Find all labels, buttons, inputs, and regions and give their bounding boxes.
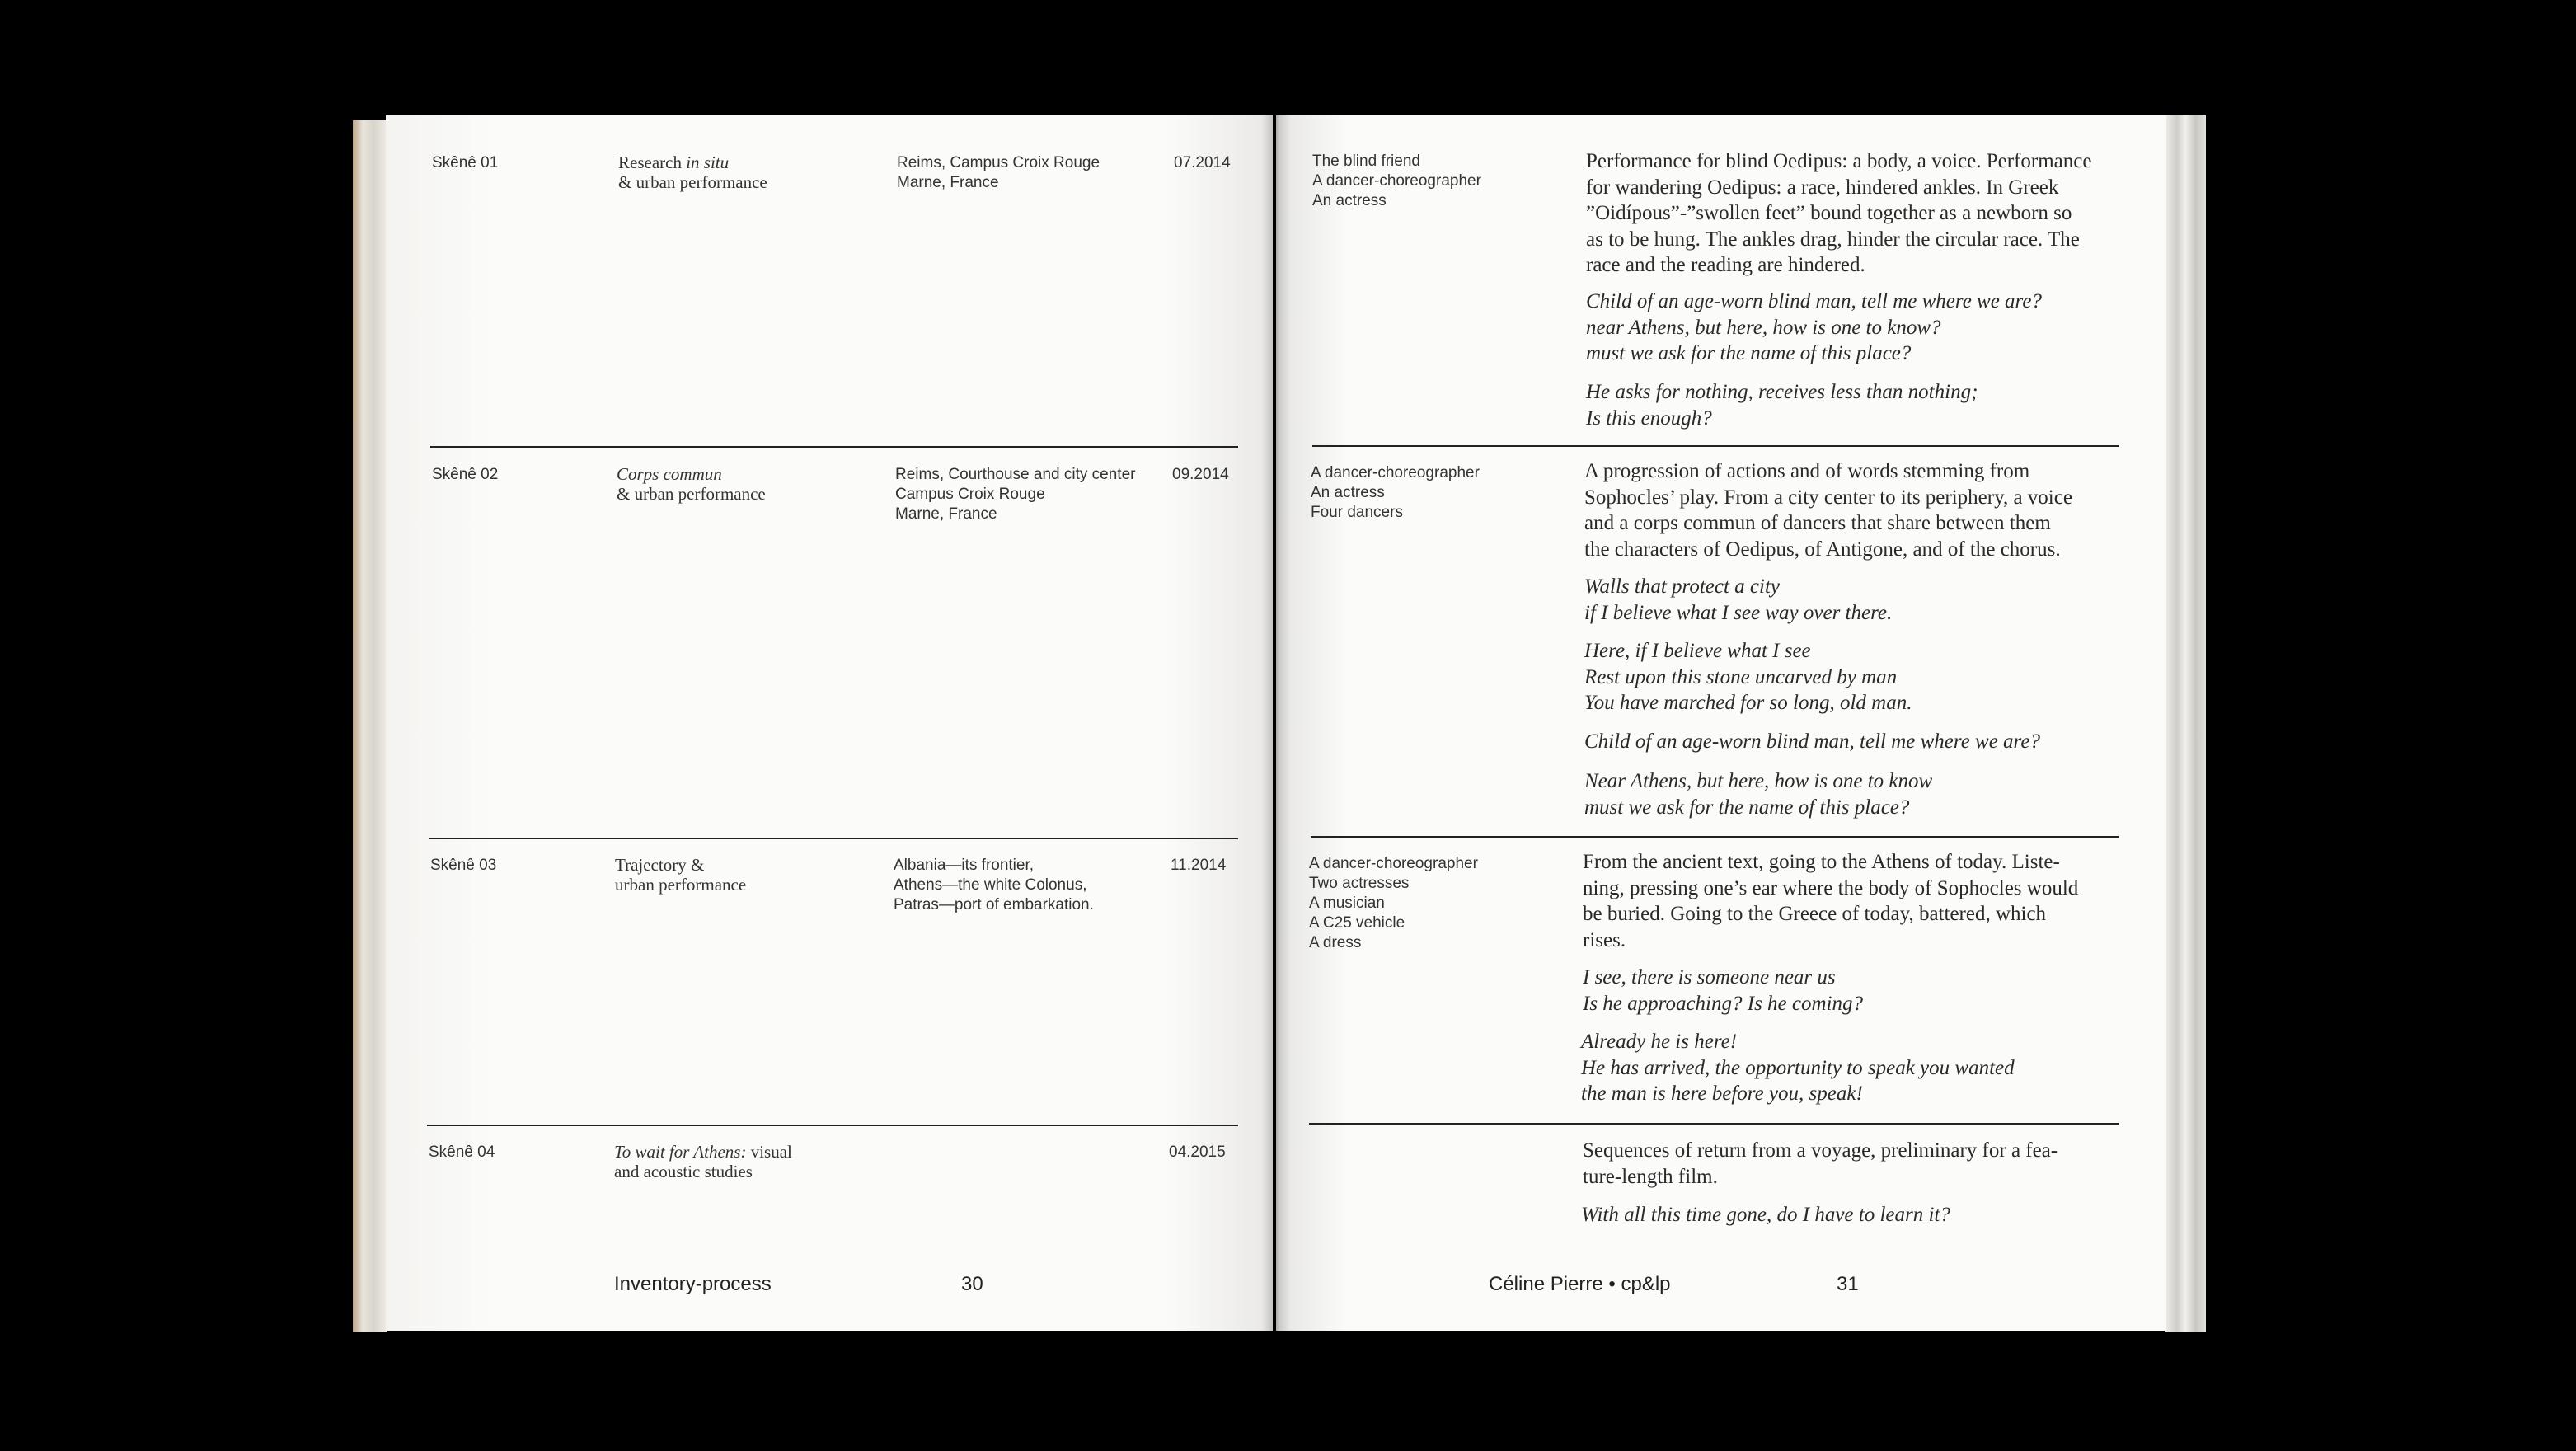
entry-title: Research in situ & urban performance xyxy=(618,153,767,192)
entry-description: From the ancient text, going to the Athens of today. Liste- ning, pressing one’s ear where the body of Sophocles would be buried. Going to the Greece of today, battered, which rises. xyxy=(1583,851,2079,951)
entry-cast: A dancer-choreographer Two actresses A musician A C25 vehicle A dress xyxy=(1309,855,1478,951)
entry-description: Performance for blind Oedipus: a body, a voice. Performance for wandering Oedipus: a race, hindered ankles. In Greek ”Oidípous”-”swollen feet” bound together as a newborn so as to be hung. The ankles drag, hinder the circular race. The race and the reading are hindered. xyxy=(1586,150,2092,276)
left-page-stack-edge xyxy=(353,120,387,1332)
entry-id: Skênê 03 xyxy=(430,857,497,874)
entry-place: Albania—its frontier, Athens—the white Colonus, Patras—port of embarkation. xyxy=(894,857,1094,913)
entry-cast: A dancer-choreographer An actress Four dancers xyxy=(1311,464,1480,521)
entry-verse: Child of an age-worn blind man, tell me where we are? xyxy=(1584,730,2040,753)
entry-date: 04.2015 xyxy=(1169,1143,1226,1161)
entry-divider xyxy=(430,446,1238,448)
entry-date: 09.2014 xyxy=(1172,466,1229,483)
entry-place: Reims, Campus Croix Rouge Marne, France xyxy=(897,154,1100,191)
entry-title: Corps commun & urban performance xyxy=(617,464,766,504)
entry-divider xyxy=(1309,1123,2119,1125)
entry-verse: He asks for nothing, receives less than nothing; Is this enough? xyxy=(1586,381,1978,430)
entry-verse: I see, there is someone near us Is he approaching? Is he coming? xyxy=(1583,966,1863,1015)
entry-place: Reims, Courthouse and city center Campus Croix Rouge Marne, France xyxy=(895,466,1136,523)
entry-title: Trajectory & urban performance xyxy=(615,855,747,895)
page-number: 30 xyxy=(961,1273,983,1295)
running-footer-author: Céline Pierre • cp&lp xyxy=(1489,1273,1671,1295)
entry-verse: Here, if I believe what I see Rest upon this stone uncarved by man You have marched for so long, old man. xyxy=(1584,640,1912,714)
entry-id: Skênê 04 xyxy=(429,1143,495,1161)
right-page xyxy=(1276,115,2166,1331)
entry-divider xyxy=(1312,445,2119,447)
entry-verse: With all this time gone, do I have to learn it? xyxy=(1581,1204,1950,1226)
entry-title: To wait for Athens: visual and acoustic studies xyxy=(614,1142,792,1181)
entry-verse: Walls that protect a city if I believe what I see way over there. xyxy=(1584,575,1893,624)
entry-description: A progression of actions and of words stemming from Sophocles’ play. From a city center to its periphery, a voice and a corps commun of dancers that share between them the characters of Oedipus, of Antigone, and of the chorus. xyxy=(1584,460,2072,561)
entry-date: 11.2014 xyxy=(1171,857,1227,874)
entry-id: Skênê 02 xyxy=(432,466,499,483)
book-gutter xyxy=(1261,115,1291,1331)
entry-id: Skênê 01 xyxy=(432,154,499,171)
running-footer-title: Inventory-process xyxy=(614,1273,772,1295)
entry-description: Sequences of return from a voyage, preliminary for a fea- ture-length film. xyxy=(1583,1139,2058,1188)
entry-divider xyxy=(1311,836,2119,838)
page-number: 31 xyxy=(1837,1273,1859,1295)
entry-verse: Already he is here! He has arrived, the opportunity to speak you wanted the man is here before you, speak! xyxy=(1581,1031,2015,1105)
entry-divider xyxy=(427,1125,1238,1126)
entry-date: 07.2014 xyxy=(1174,154,1231,171)
right-page-stack-edge xyxy=(2165,115,2206,1332)
left-page xyxy=(386,115,1273,1331)
entry-cast: The blind friend A dancer-choreographer An actress xyxy=(1312,153,1481,209)
entry-verse: Near Athens, but here, how is one to know must we ask for the name of this place? xyxy=(1584,770,1933,819)
entry-divider xyxy=(429,838,1238,839)
entry-verse: Child of an age-worn blind man, tell me where we are? near Athens, but here, how is one to know? must we ask for the name of this place? xyxy=(1586,290,2042,364)
